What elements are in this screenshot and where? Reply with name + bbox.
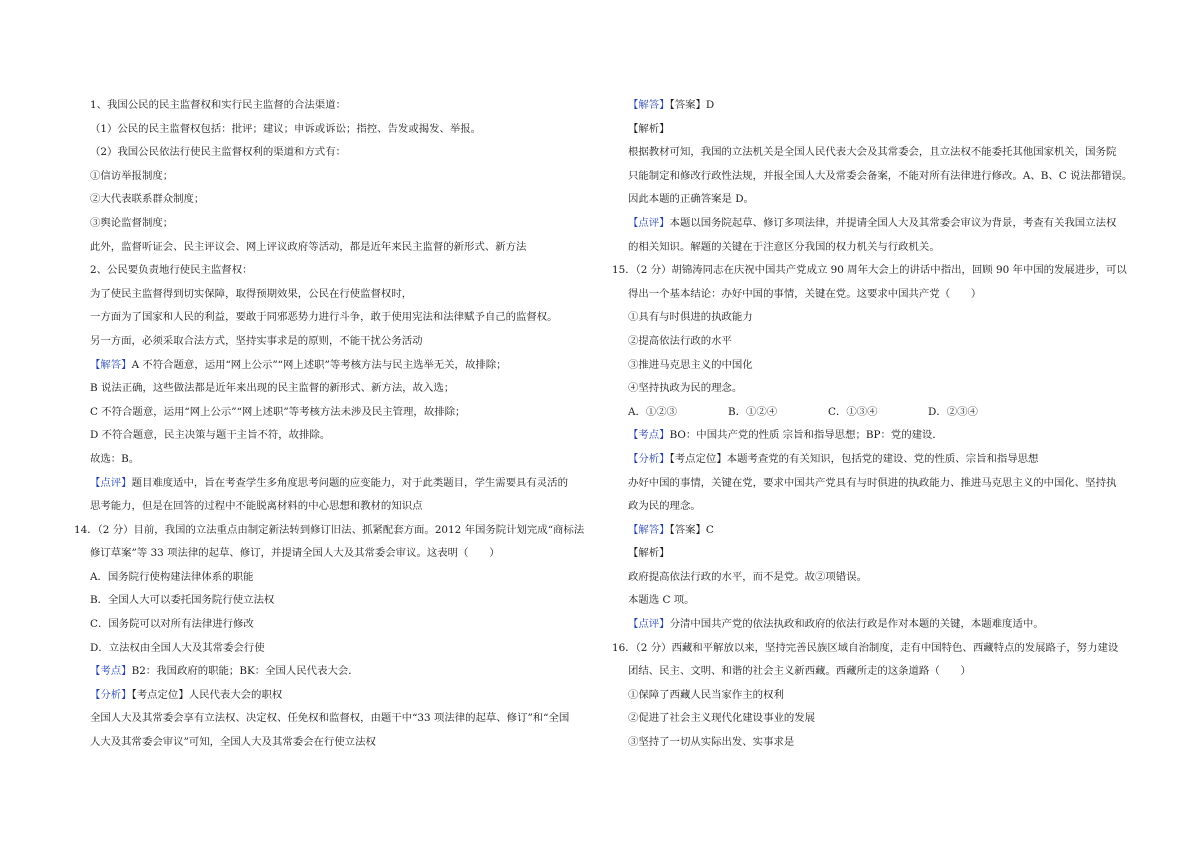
knowledge-text: BO：中国共产党的性质 宗旨和指导思想；BP：党的建设． — [669, 429, 943, 442]
analysis-text: 【考点定位】本题考查党的有关知识，包括党的建设、党的性质、宗旨和指导思想 — [669, 452, 1039, 465]
option-c: C．①③④ — [828, 405, 878, 418]
text-line: 故选：B。 — [90, 452, 140, 465]
text-line: 另一方面，必须采取合法方式，坚持实事求是的原则，不能干扰公务活动 — [90, 334, 423, 347]
question-16: 16．（2 分）西藏和平解放以来，坚持完善民族区域自治制度，走有中国特色、西藏特点的发展路子，努力建设 — [612, 641, 1119, 654]
text-line: ②大代表联系群众制度； — [90, 193, 205, 206]
text-line: 政为民的理念。 — [628, 500, 701, 513]
statement-3: ③推进马克思主义的中国化 — [628, 358, 753, 371]
text-line: D 不符合题意，民主决策与题干主旨不符，故排除。 — [90, 429, 331, 442]
text-line: 思考能力，但是在回答的过程中不能脱离材料的中心思想和教材的知识点 — [90, 500, 423, 513]
knowledge-point-line — [612, 424, 1122, 448]
analysis-tag: 【分析】 — [628, 452, 670, 465]
statement-2: ②促进了社会主义现代化建设事业的发展 — [628, 712, 816, 725]
option-a: A．①②③ — [628, 405, 678, 418]
analysis-line — [612, 448, 1122, 472]
option-c: C．国务院可以对所有法律进行修改 — [90, 618, 254, 631]
question-14: 14．（2 分）目前，我国的立法重点由制定新法转到修订旧法、抓紧配套方面。2012 年国务院计划完成“商标法 — [74, 523, 585, 536]
answer-tag: 【解答】 — [90, 358, 132, 371]
question-15: 15．（2 分）胡锦涛同志在庆祝中国共产党成立 90 周年大会上的讲话中指出，回顾 90 年中国的发展进步，可以 — [612, 264, 1127, 277]
option-b: B．①②④ — [728, 405, 778, 418]
text-line: 的相关知识。解题的关键在于注意区分我国的权力机关与行政机关。 — [628, 240, 940, 253]
answer-text: A 不符合题意，运用“网上公示”“网上述职”等考核方法与民主选举无关，故排除； — [131, 358, 507, 371]
text-line: 因此本题的正确答案是 D。 — [628, 193, 754, 206]
comment-line — [74, 472, 584, 496]
analysis-text: 【考点定位】人民代表大会的职权 — [131, 688, 283, 701]
text-line: （2）我国公民依法行使民主监督权利的渠道和方式有： — [90, 146, 346, 159]
text-line: 全国人大及其常委会享有立法权、决定权、任免权和监督权，由题干中“33 项法律的起草、修订”和“全国 — [90, 712, 570, 725]
text-line: 【解析】 — [628, 547, 670, 560]
statement-1: ①保障了西藏人民当家作主的权利 — [628, 688, 784, 701]
text-line: 为了使民主监督得到切实保障，取得预期效果，公民在行使监督权时， — [90, 287, 413, 300]
left-column — [74, 94, 584, 755]
text-line: 只能制定和修改行政性法规，并报全国人大及常委会备案，不能对所有法律进行修改。A、B、C 说法都错误。 — [628, 169, 1133, 182]
answer-options — [612, 401, 1122, 425]
option-d: D．②③④ — [928, 405, 978, 418]
text-line: 得出一个基本结论：办好中国的事情，关键在党。这要求中国共产党（ ） — [628, 287, 982, 300]
text-line: 办好中国的事情，关键在党，要求中国共产党具有与时俱进的执政能力、推进马克思主义的中国化、坚持执 — [628, 476, 1117, 489]
text-line: C 不符合题意，运用“网上公示”“网上述职”等考核方法未涉及民主管理，故排除； — [90, 405, 466, 418]
text-line: （1）公民的民主监督权包括：批评；建议；申诉或诉讼；指控、告发或揭发、举报。 — [90, 122, 482, 135]
knowledge-tag: 【考点】 — [628, 429, 670, 442]
answer-line — [612, 519, 1122, 543]
comment-line — [612, 613, 1122, 637]
text-line: 2、公民要负责地行使民主监督权： — [90, 264, 253, 277]
option-d: D．立法权由全国人大及其常委会行使 — [90, 641, 265, 654]
answer-line — [74, 354, 584, 378]
text-line: 此外，监督听证会、民主评议会、网上评议政府等活动，都是近年来民主监督的新形式、新方法 — [90, 240, 527, 253]
knowledge-tag: 【考点】 — [90, 665, 132, 678]
analysis-line — [74, 684, 584, 708]
statement-2: ②提高依法行政的水平 — [628, 334, 732, 347]
comment-text: 本题以国务院起草、修订多项法律，并提请全国人大及其常委会审议为背景，考查有关我国立法权 — [669, 216, 1117, 229]
answer-line — [612, 94, 1122, 118]
statement-4: ④坚持执政为民的理念。 — [628, 382, 743, 395]
text-line: 人大及其常委会审议”可知，全国人大及其常委会在行使立法权 — [90, 736, 376, 749]
right-column — [612, 94, 1133, 755]
analysis-tag: 【分析】 — [90, 688, 132, 701]
text-line: 政府提高依法行政的水平，而不是党。故②项错误。 — [628, 570, 867, 583]
option-a: A．国务院行使构建法律体系的职能 — [90, 570, 254, 583]
text-line: 根据教材可知，我国的立法机关是全国人民代表大会及其常委会，且立法权不能委托其他国家机关，国务院 — [628, 146, 1117, 159]
text-line: 团结、民主、文明、和谐的社会主义新西藏。西藏所走的这条道路（ ） — [628, 665, 971, 678]
text-line: 本题选 C 项。 — [628, 594, 695, 607]
text-line: B 说法正确，这些做法都是近年来出现的民主监督的新形式、新方法，故入选； — [90, 382, 455, 395]
comment-tag: 【点评】 — [628, 216, 670, 229]
comment-tag: 【点评】 — [90, 476, 132, 489]
text-line: 1、我国公民的民主监督权和实行民主监督的合法渠道： — [90, 99, 346, 111]
text-line: ③舆论监督制度； — [90, 216, 174, 229]
statement-1: ①具有与时俱进的执政能力 — [628, 311, 753, 324]
text-line: 【解析】 — [628, 122, 670, 135]
knowledge-text: B2：我国政府的职能；BK：全国人民代表大会． — [131, 665, 359, 678]
comment-text: 分清中国共产党的依法执政和政府的依法行政是作对本题的关键，本题难度适中。 — [669, 618, 1044, 631]
statement-3: ③坚持了一切从实际出发、实事求是 — [628, 736, 795, 749]
answer-tag: 【解答】 — [628, 523, 670, 536]
text-line: 修订草案”等 33 项法律的起草、修订，并提请全国人大及其常委会审议。这表明（ ） — [90, 547, 500, 560]
comment-tag: 【点评】 — [628, 618, 670, 631]
comment-text: 题目难度适中，旨在考查学生多角度思考问题的应变能力，对于此类题目，学生需要具有灵活的 — [131, 476, 568, 489]
text-line: 一方面为了国家和人民的利益，要敢于同邪恶势力进行斗争，敢于使用宪法和法律赋予自己的监督权。 — [90, 311, 558, 324]
option-b: B．全国人大可以委托国务院行使立法权 — [90, 594, 275, 607]
answer-text: 【答案】D — [669, 99, 715, 111]
answer-text: 【答案】C — [669, 523, 714, 536]
answer-tag: 【解答】 — [628, 99, 670, 111]
comment-line — [612, 212, 1122, 236]
knowledge-point-line — [74, 660, 584, 684]
text-line: ①信访举报制度； — [90, 169, 174, 182]
